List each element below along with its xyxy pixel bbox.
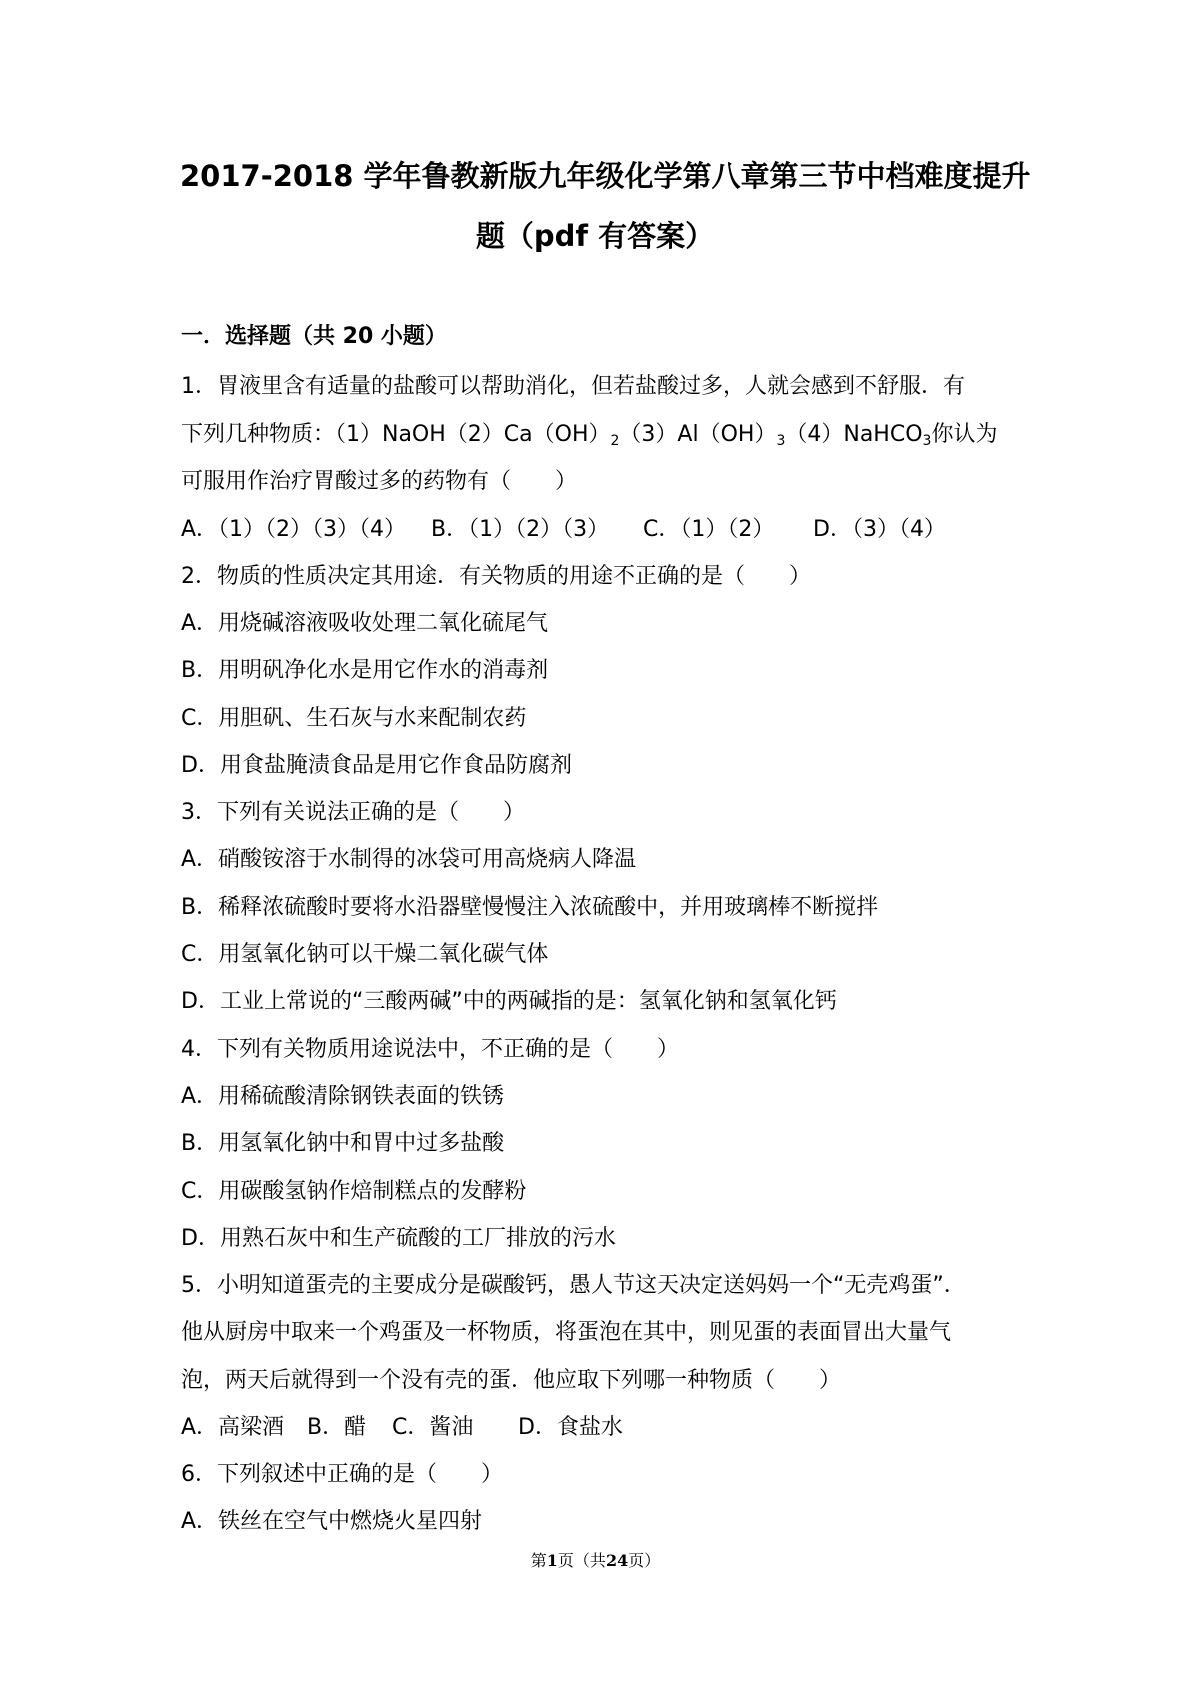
section-heading: 一．选择题（共 20 小题） bbox=[181, 324, 447, 349]
q4-stem: 4．下列有关物质用途说法中，不正确的是（ ） bbox=[181, 1037, 679, 1062]
q5-option-b: B．醋 bbox=[307, 1415, 367, 1440]
q4-option-d: D．用熟石灰中和生产硫酸的工厂排放的污水 bbox=[181, 1226, 616, 1251]
current-page-number: 1 bbox=[546, 1551, 558, 1570]
q2-option-d: D．用食盐腌渍食品是用它作食品防腐剂 bbox=[181, 753, 572, 778]
q1-options bbox=[181, 515, 946, 545]
q4-option-b: B．用氢氧化钠中和胃中过多盐酸 bbox=[181, 1131, 505, 1156]
q2-stem: 2．物质的性质决定其用途．有关物质的用途不正确的是（ ） bbox=[181, 564, 811, 589]
q1-option-c: C．（1）（2） bbox=[643, 517, 775, 542]
q5-stem-line-3: 泡，两天后就得到一个没有壳的蛋．他应取下列哪一种物质（ ） bbox=[181, 1368, 842, 1393]
page-footer: 第1页（共24页） bbox=[530, 1551, 661, 1570]
q4-option-c: C．用碳酸氢钠作焙制糕点的发酵粉 bbox=[181, 1179, 527, 1204]
q5-option-c: C．酱油 bbox=[392, 1415, 474, 1440]
q1-option-b: B．（1）（2）（3） bbox=[431, 517, 610, 542]
q1-stem-line-2: 下列几种物质：$(1)NaOH(2)Ca(OH)_2(3)Al(OH)_3(4)NaHCO_3$你认为 bbox=[181, 422, 998, 449]
q3-option-d: D．工业上常说的“三酸两碱”中的两碱指的是：氢氧化钠和氢氧化钙 bbox=[181, 989, 837, 1014]
q2-option-a: A．用烧碱溶液吸收处理二氧化硫尾气 bbox=[181, 611, 549, 636]
total-pages: 24 bbox=[605, 1551, 629, 1570]
q5-option-d: D．食盐水 bbox=[518, 1415, 623, 1440]
q6-stem: 6．下列叙述中正确的是（ ） bbox=[181, 1462, 503, 1487]
document-title-line-2: 题（pdf 有答案） bbox=[475, 219, 715, 253]
q1-option-a: A．（1）（2）（3）（4） bbox=[181, 517, 407, 542]
q6-option-a: A．铁丝在空气中燃烧火星四射 bbox=[181, 1509, 483, 1534]
q2-option-b: B．用明矾净化水是用它作水的消毒剂 bbox=[181, 658, 549, 683]
q3-option-c: C．用氢氧化钠可以干燥二氧化碳气体 bbox=[181, 942, 549, 967]
q4-option-a: A．用稀硫酸清除钢铁表面的铁锈 bbox=[181, 1084, 505, 1109]
q1-option-d: D．（3）（4） bbox=[813, 517, 946, 542]
q5-option-a: A．高梁酒 bbox=[181, 1415, 285, 1440]
q3-option-b: B．稀释浓硫酸时要将水沿器壁慢慢注入浓硫酸中，并用玻璃棒不断搅拌 bbox=[181, 895, 879, 920]
q5-options bbox=[181, 1413, 623, 1443]
q5-stem-line-1: 5．小明知道蛋壳的主要成分是碳酸钙，愚人节这天决定送妈妈一个“无壳鸡蛋”． bbox=[181, 1273, 966, 1298]
document-title-line-1: 2017-2018 学年鲁教新版九年级化学第八章第三节中档难度提升 bbox=[180, 159, 1031, 193]
q5-stem-line-2: 他从厨房中取来一个鸡蛋及一杯物质，将蛋泡在其中，则见蛋的表面冒出大量气 bbox=[181, 1320, 952, 1345]
q3-stem: 3．下列有关说法正确的是（ ） bbox=[181, 800, 525, 825]
q2-option-c: C．用胆矾、生石灰与水来配制农药 bbox=[181, 706, 527, 731]
q1-stem-line-3: 可服用作治疗胃酸过多的药物有（ ） bbox=[181, 469, 578, 494]
q3-option-a: A．硝酸铵溶于水制得的冰袋可用高烧病人降温 bbox=[181, 847, 637, 872]
q1-stem-line-1: 1．胃液里含有适量的盐酸可以帮助消化，但若盐酸过多，人就会感到不舒服．有 bbox=[181, 374, 965, 399]
